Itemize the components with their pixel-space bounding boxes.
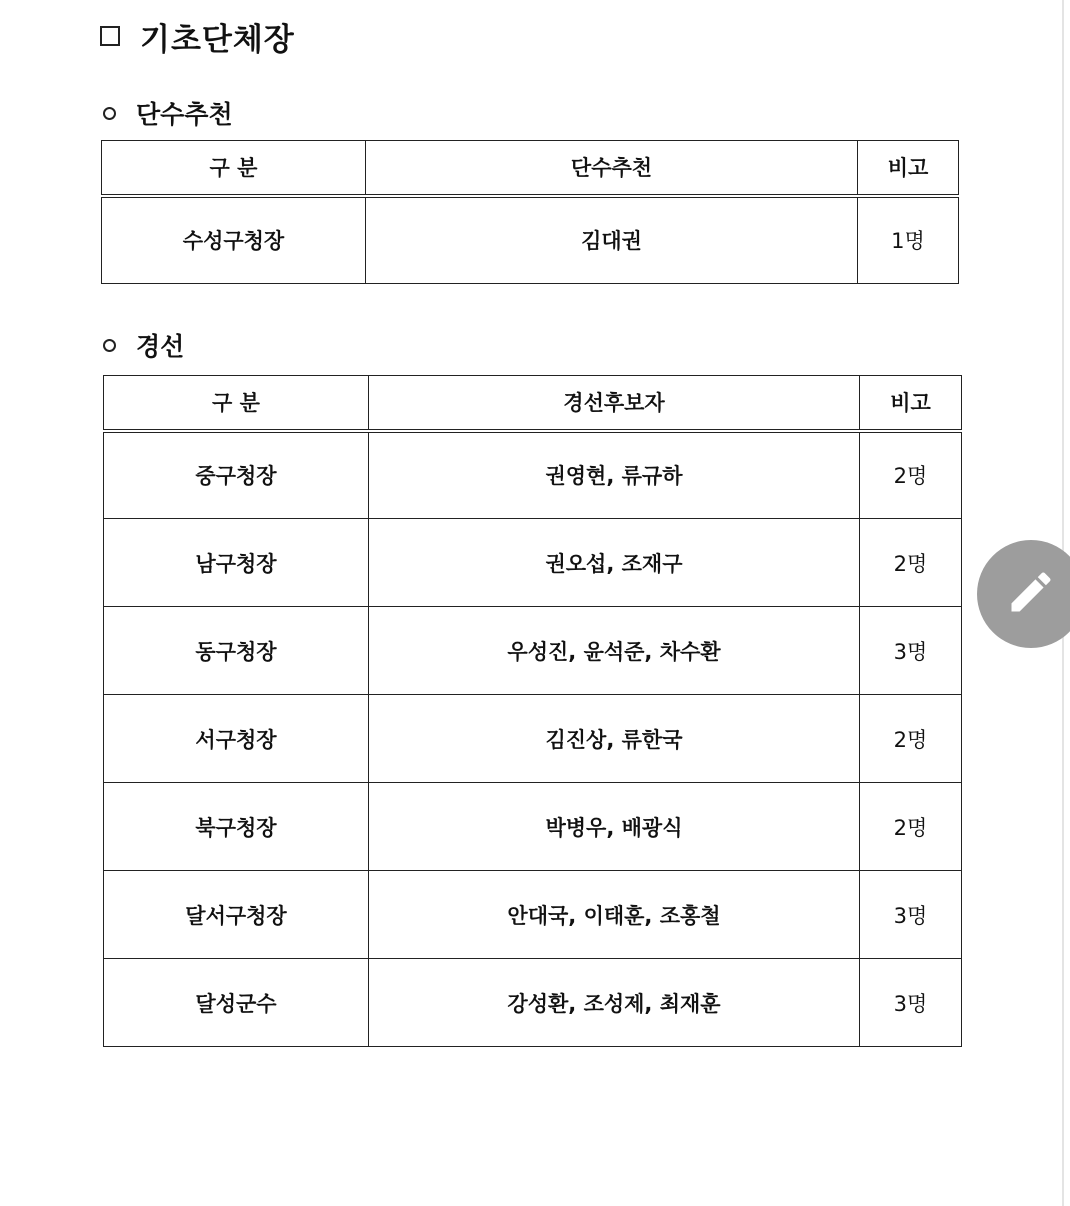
cell-position: 북구청장: [104, 783, 369, 871]
table-header-row: [102, 141, 959, 196]
table-row: [104, 431, 962, 519]
edit-fab-button[interactable]: [977, 540, 1070, 648]
cell-position: 달성군수: [104, 959, 369, 1047]
bullet-circle-icon: [103, 339, 116, 352]
table-header-row: [104, 376, 962, 431]
table-row: [104, 783, 962, 871]
cell-candidates: 박병우, 배광식: [369, 783, 860, 871]
table-row: [104, 607, 962, 695]
column-header-candidates: 경선후보자: [369, 376, 860, 431]
cell-position: 중구청장: [104, 431, 369, 519]
cell-position: 서구청장: [104, 695, 369, 783]
pencil-icon: [1005, 566, 1057, 622]
cell-candidates: 김진상, 류한국: [369, 695, 860, 783]
section-heading: 경선: [136, 332, 185, 361]
section-title-single: [103, 95, 233, 131]
cell-count: 3명: [860, 871, 962, 959]
cell-count: 1명: [858, 196, 959, 284]
cell-candidates: 권영현, 류규하: [369, 431, 860, 519]
cell-count: 2명: [860, 695, 962, 783]
cell-count: 3명: [860, 959, 962, 1047]
table-row: [104, 519, 962, 607]
cell-count: 2명: [860, 431, 962, 519]
cell-candidates: 강성환, 조성제, 최재훈: [369, 959, 860, 1047]
bullet-circle-icon: [103, 107, 116, 120]
page-heading: [100, 14, 295, 58]
column-header-note: 비고: [858, 141, 959, 196]
section-title-primary: [103, 327, 184, 363]
cell-position: 동구청장: [104, 607, 369, 695]
column-header-category: 구 분: [104, 376, 369, 431]
cell-count: 2명: [860, 519, 962, 607]
cell-candidates: 권오섭, 조재구: [369, 519, 860, 607]
cell-candidates: 우성진, 윤석준, 차수환: [369, 607, 860, 695]
column-header-note: 비고: [860, 376, 962, 431]
table-row: [104, 959, 962, 1047]
primary-election-table: [103, 375, 962, 1047]
cell-count: 2명: [860, 783, 962, 871]
column-header-recommended: 단수추천: [366, 141, 858, 196]
table-row: [104, 695, 962, 783]
cell-position: 수성구청장: [102, 196, 366, 284]
cell-position: 남구청장: [104, 519, 369, 607]
page-title: 기초단체장: [140, 21, 295, 58]
cell-candidates: 김대권: [366, 196, 858, 284]
checkbox-square-icon: [100, 26, 120, 46]
single-recommendation-table: [101, 140, 959, 284]
cell-position: 달서구청장: [104, 871, 369, 959]
cell-count: 3명: [860, 607, 962, 695]
section-heading: 단수추천: [136, 100, 233, 129]
column-header-category: 구 분: [102, 141, 366, 196]
cell-candidates: 안대국, 이태훈, 조홍철: [369, 871, 860, 959]
table-row: [104, 871, 962, 959]
table-row: [102, 196, 959, 284]
